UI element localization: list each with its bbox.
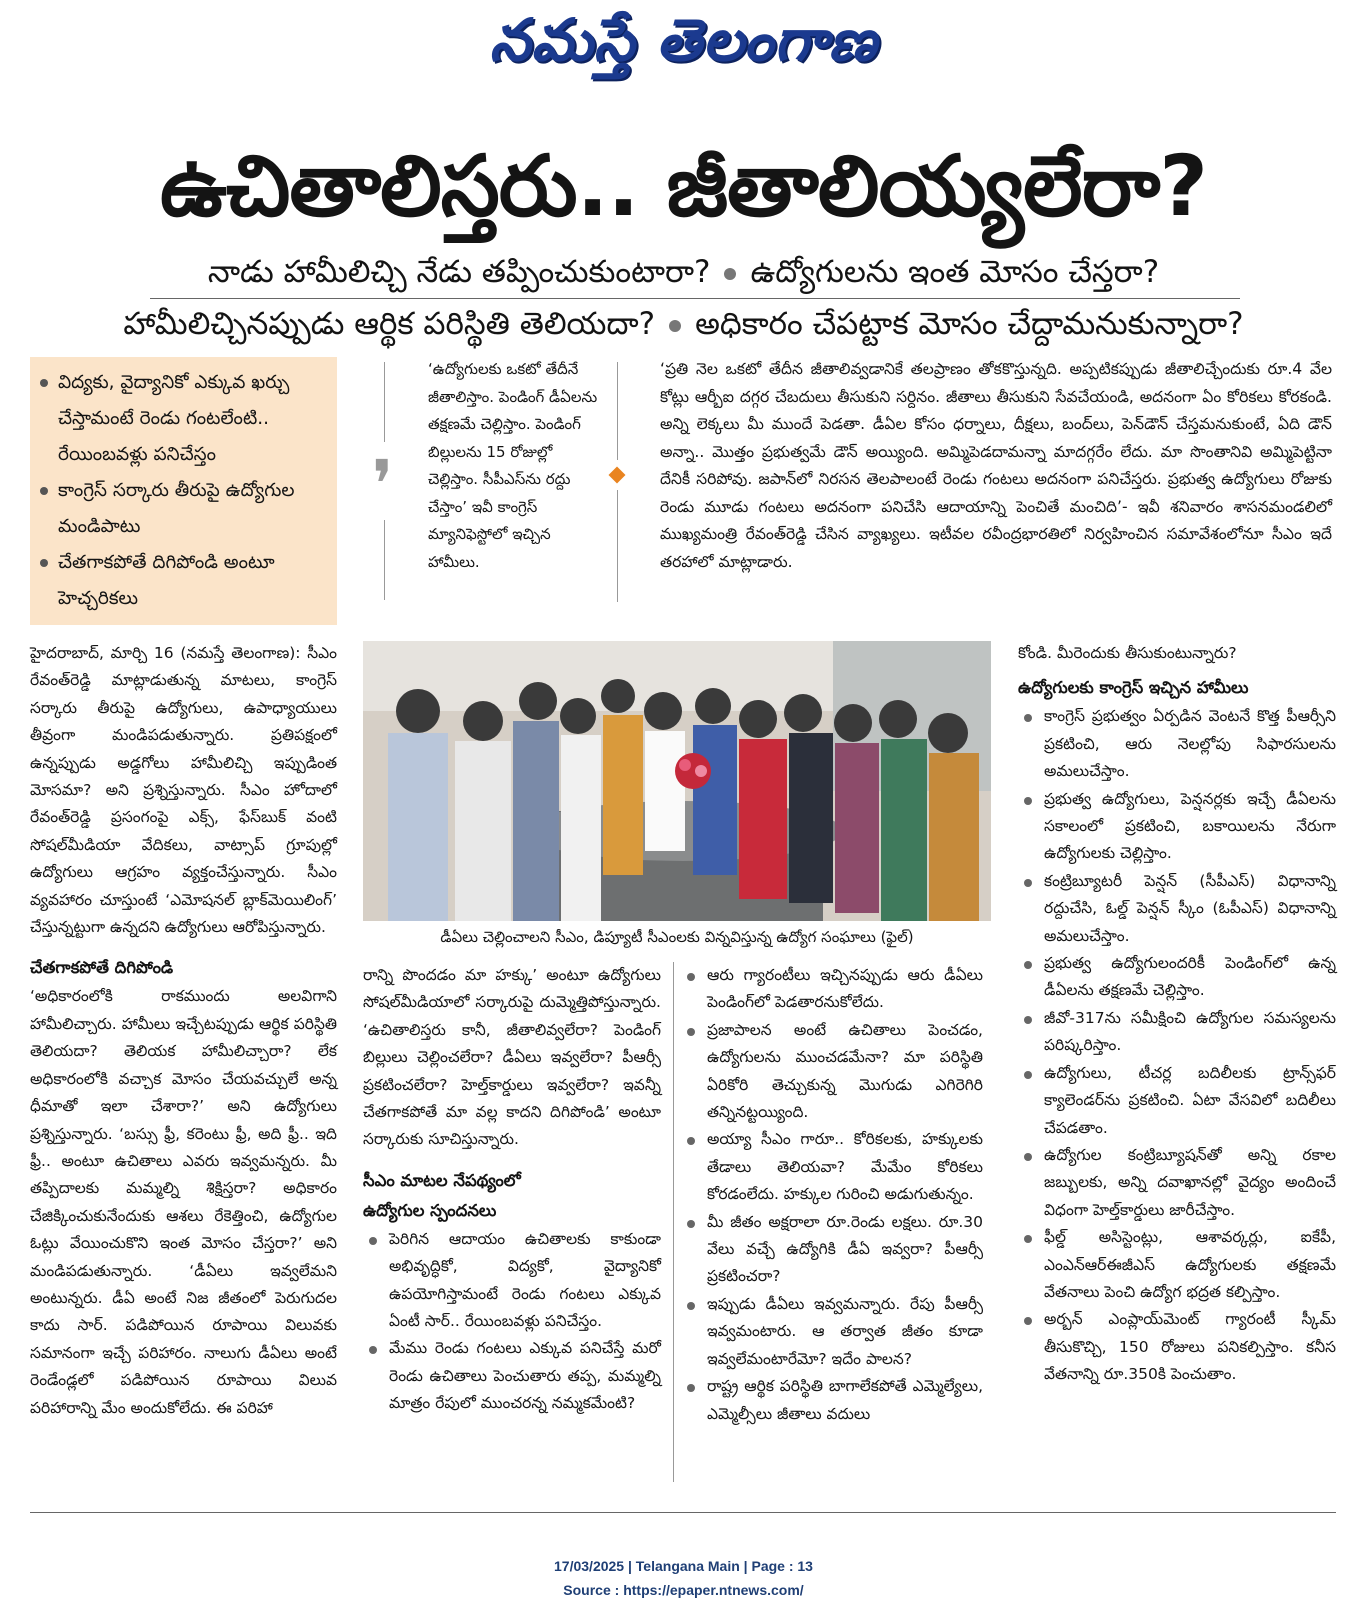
- subheading: చేతగాకపోతే దిగిపోండి: [30, 958, 174, 978]
- list-item-text: మేము రెండు గంటలు ఎక్కువ పనిచేస్తే మరో రెండు ఉచితాలు పెంచుతారు తప్ప, మమ్మల్ని మాత్రం రేపులో ముంచరన్న నమ్మకమేంటి?: [389, 1339, 661, 1413]
- list-item: [1018, 1142, 1336, 1224]
- footer-meta: 17/03/2025 | Telangana Main | Page : 13: [554, 1558, 813, 1574]
- list-item-text: ఇప్పుడు డీఏలు ఇవ్వమన్నారు. రేపు పీఆర్సీ ఇవ్వమంటారు. ఆ తర్వాత జీతం కూడా ఇవ్వలేమంటారేమో? ఇదేం పాలన?: [707, 1294, 983, 1368]
- body-paragraph: ‘అధికారంలోకి రాకముందు అలవిగాని హామీలిచ్చారు. హామీలు ఇచ్చేటప్పుడు ఆర్థిక పరిస్థితి తెలియదా? తెలియక హామీలిచ్చారా? లేక అధికారంలోకి వచ్చాక మోసం చేయవచ్చులే అన్న ధీమాతో ఇలా చేశారా?’ అని ఉద్యోగులు ప్రశ్నిస్తున్నారు. ‘బస్సు ఫ్రీ, కరెంటు ఫ్రీ, అది ఫ్రీ.. ఇది ఫ్రీ.. అంటూ ఉచితాలు ఎవరు ఇవ్వమన్నరు. మీ తప్పిదాలకు మమ్మల్ని శిక్షిస్తరా? అధికారం చేజిక్కించుకునేందుకు ఆశలు రేకెత్తించి, ఉద్యోగుల ఓట్లు వేయించుకొని ఇంత మోసం చేస్తరా?’ అని మండిపడుతున్నారు. ‘డీఏలు ఇవ్వలేమని అంటున్నరు. డీఏ అంటే నిజ జీతంలో పెరుగుదల కాదు సార్‌. పడిపోయిన రూపాయి విలువకు సమానంగా ఇచ్చే పరిహారం. నాలుగు డీఏలు అంటే రెండేండ్లలో పడిపోయిన రూపాయి విలువ పరిహారాన్ని మేం అందుకోలేదు. ఈ పరిహా: [30, 987, 337, 1417]
- list-item: [1018, 703, 1336, 785]
- column-4: [1018, 640, 1336, 1389]
- body-paragraph: రాన్ని పొందడం మా హక్కు’ అంటూ ఉద్యోగులు సోషల్‌మీడియాలో సర్కారుపై దుమ్మెత్తిపోస్తున్నారు. ‘ఉచితాలిస్తరు కానీ, జీతాలివ్వలేరా? పెండింగ్‌ బిల్లులు చెల్లించలేరా? డీఏలు ఇవ్వలేరా? పీఆర్సీ ప్రకటించలేరా? హెల్త్‌కార్డులు ఇవ్వలేరా? ఇవన్నీ చేతగాకపోతే మా వల్ల కాదని దిగిపోండి’ అంటూ సర్కారుకు సూచిస్తున్నారు.: [363, 966, 661, 1149]
- deck-1b: ఉద్యోగులను ఇంత మోసం చేస్తరా?: [750, 254, 1160, 290]
- bullet-icon: [1024, 879, 1032, 887]
- list-item-text: జీవో-317ను సమీక్షించి ఉద్యోగుల సమస్యలను పరిష్కరిస్తాం.: [1044, 1008, 1336, 1055]
- list-item-text: ఉద్యోగులు, టీచర్ల బదిలీలకు ట్రాన్స్‌ఫర్‌ క్యాలెండర్‌ను ప్రకటించి. ఏటా వేసవిలో బదిలీలు చేపడతాం.: [1044, 1063, 1336, 1137]
- column-3: [681, 962, 983, 1428]
- manifesto-quote: ‘ఉద్యోగులకు ఒకటో తేదీనే జీతాలిస్తాం. పెండింగ్‌ డీఏలను తక్షణమే చెల్లిస్తాం. పెండింగ్‌ బిల్లులను 15 రోజుల్లో చెల్లిస్తాం. సీపీఎస్‌ను రద్దు చేస్తాం’ ఇవీ కాంగ్రెస్‌ మ్యానిఫెస్టోలో ఇచ్చిన హామీలు.: [428, 360, 598, 571]
- deck-2a: హామీలిచ్చినప్పుడు ఆర్థిక పరిస్థితి తెలియదా?: [123, 306, 656, 342]
- footer-edition: Telangana Main: [635, 1558, 740, 1574]
- list-item-text: రాష్ట్ర ఆర్థిక పరిస్థితి బాగాలేకపోతే ఎమ్మెల్యేలు, ఎమ్మెల్సీలు జీతాలు వదులు: [707, 1377, 983, 1423]
- list-item-text: ప్రభుత్వ ఉద్యోగులందరికీ పెండింగ్‌లో ఉన్న డీఏలను తక్షణమే చెల్లిస్తాం.: [1044, 954, 1336, 1000]
- list-item: [681, 962, 983, 1017]
- list-item: [1018, 1060, 1336, 1142]
- list-item-text: ఉద్యోగుల కంట్రిబ్యూషన్‌తో అన్ని రకాల జబ్బులకు, అన్ని దవాఖానల్లో వైద్యం అందించే విధంగా హెల్త్‌కార్డులు జారీచేస్తాం.: [1044, 1145, 1336, 1219]
- divider: [384, 362, 385, 442]
- bullet-icon: [1024, 1317, 1032, 1325]
- bullet-dot-icon: [724, 268, 736, 280]
- list-item: [1018, 950, 1336, 1005]
- list-item: [681, 1291, 983, 1373]
- body-paragraph: హైదరాబాద్‌, మార్చి 16 (నమస్తే తెలంగాణ): సీఎం రేవంత్‌రెడ్డి మాట్లాడుతున్న మాటలు, కాంగ్రెస్‌ సర్కారు తీరుపై ఉద్యోగులు, ఉపాధ్యాయులు తీవ్రంగా మండిపడుతున్నారు. ప్రతిపక్షంలో ఉన్నప్పుడు అడ్డగోలు హామీలిచ్చి ఇప్పుడింత మోసమా? అని ప్రశ్నిస్తున్నారు. సీఎం హోదాలో రేవంత్‌రెడ్డి ప్రసంగంపై ఎక్స్‌, ఫేస్‌బుక్‌ వంటి సోషల్‌మీడియా వేదికలు, వాట్సాప్‌ గ్రూపుల్లో ఉద్యోగులు ఆగ్రహం వ్యక్తంచేస్తున్నారు. సీఎం వ్యవహారం చూస్తుంటే ‘ఎమోషనల్‌ బ్లాక్‌మెయిలింగ్‌’ చేస్తున్నట్టుగా ఉన్నదని ఉద్యోగులు ఆరోపిస్తున్నారు.: [30, 644, 337, 937]
- bullet-icon: [1024, 1153, 1032, 1161]
- bullet-icon: [687, 1384, 695, 1392]
- footer-source: [0, 1582, 1367, 1598]
- bullet-icon: [687, 1302, 695, 1310]
- list-item-text: ఆరు గ్యారంటీలు ఇచ్చినప్పుడు ఆరు డీఏలు పెండింగ్‌లో పెడతారనుకోలేదు.: [707, 966, 983, 1012]
- bullet-icon: [1024, 1016, 1032, 1024]
- bullet-icon: [1024, 1235, 1032, 1243]
- list-item: [1018, 1224, 1336, 1306]
- bullet-icon: [687, 1028, 695, 1036]
- subheading: సీఎం మాటల నేపథ్యంలో: [363, 1170, 521, 1190]
- list-item: [1018, 1306, 1336, 1388]
- list-item: [681, 1126, 983, 1208]
- list-item: [1018, 786, 1336, 868]
- subheading: ఉద్యోగులకు కాంగ్రెస్‌ ఇచ్చిన హామీలు: [1018, 678, 1249, 698]
- group-photo-illustration: [363, 641, 991, 921]
- masthead-logo: నమస్తే తెలంగాణ: [489, 6, 878, 74]
- bullet-icon: [40, 487, 48, 495]
- list-item-text: ప్రజాపాలన అంటే ఉచితాలు పెంచడం, ఉద్యోగులను ముంచడమేనా? మా పరిస్థితి ఏరికోరి తెచ్చుకున్న మొగుడు ఎగిరెగిరి తన్నినట్టయ్యింది.: [707, 1020, 983, 1122]
- list-item-text: పెరిగిన ఆదాయం ఉచితాలకు కాకుండా అభివృద్ధికో, విద్యకో, వైద్యానికో ఉపయోగిస్తామంటే రెండు గంటలు ఎక్కువ ఏంటీ సార్‌.. రేయింబవళ్లు పనిచేస్తం.: [389, 1229, 661, 1331]
- highlight-item: [38, 545, 329, 617]
- highlights-box: [30, 357, 337, 625]
- deck-1a: నాడు హామీలిచ్చి నేడు తప్పించుకుంటారా?: [207, 254, 711, 290]
- deck-line-1: [0, 252, 1367, 292]
- list-item-text: కంట్రిబ్యూటరీ పెన్షన్‌ (సీపీఎస్‌) విధానాన్ని రద్దుచేసి, ఓల్డ్‌ పెన్షన్‌ స్కీం (ఓపీఎస్‌) విధానాన్ని అమలుచేస్తాం.: [1044, 871, 1336, 945]
- photo-caption: డీఏలు చెల్లించాలని సీఎం, డిప్యూటీ సీఎంలకు విన్నవిస్తున్న ఉద్యోగ సంఘాలు (ఫైల్‌): [440, 928, 914, 946]
- divider: [617, 490, 618, 602]
- column-1: [30, 640, 337, 1422]
- bullet-icon: [687, 1137, 695, 1145]
- bullet-icon: [369, 1237, 377, 1245]
- list-item-text: అర్బన్‌ ఎంప్లాయ్‌మెంట్‌ గ్యారంటీ స్కీమ్‌ తీసుకొచ్చి, 150 రోజులు పనికల్పిస్తాం. కనీస వేతనాన్ని రూ.350కి పెంచుతాం.: [1044, 1310, 1336, 1384]
- list-item-text: ప్రభుత్వ ఉద్యోగులు, పెన్షనర్లకు ఇచ్చే డీఏలను సకాలంలో ప్రకటించి, బకాయిలను నేరుగా ఉద్యోగులకు చెల్లిస్తాం.: [1044, 789, 1336, 863]
- divider: [30, 1512, 1336, 1513]
- footer-source-text: Source : https://epaper.ntnews.com/: [563, 1582, 804, 1598]
- quote-mark-icon: ❜: [372, 446, 394, 523]
- highlight-item: [38, 473, 329, 545]
- bullet-icon: [1024, 1071, 1032, 1079]
- list-item: [1018, 1005, 1336, 1060]
- list-item: [363, 1226, 661, 1336]
- highlight-text: కాంగ్రెస్‌ సర్కారు తీరుపై ఉద్యోగుల మండిపాటు: [58, 480, 295, 537]
- footer-date: 17/03/2025: [554, 1558, 625, 1574]
- list-item: [681, 1209, 983, 1291]
- list-item-text: ఫీల్డ్‌ అసిస్టెంట్లు, ఆశావర్కర్లు, ఐకేపీ, ఎంఎన్‌ఆర్‌ఈజీఎస్‌ ఉద్యోగులకు తక్షణమే వేతనాలు పెంచి ఉద్యోగ భద్రత కల్పిస్తాం.: [1044, 1228, 1336, 1301]
- headline: ఉచితాలిస్తరు.. జీతాలియ్యలేరా?: [159, 137, 1208, 235]
- bullet-icon: [40, 559, 48, 567]
- bullet-icon: [687, 973, 695, 981]
- diamond-icon: [609, 467, 626, 484]
- divider: [617, 362, 618, 460]
- subheading: ఉద్యోగుల స్పందనలు: [363, 1200, 497, 1220]
- deck-line-2: [0, 304, 1367, 344]
- highlight-item: [38, 365, 329, 473]
- bullet-icon: [1024, 961, 1032, 969]
- divider: [150, 298, 1240, 299]
- cm-quote: ‘ప్రతి నెల ఒకటో తేదీన జీతాలివ్వడానికే తలప్రాణం తోకకొస్తున్నది. అప్పటికప్పుడు జీతాలిచ్చేందుకు రూ.4 వేల కోట్లు ఆర్బీఐ దగ్గర చేబదులు తీసుకుని సర్దినం. జీతాలు తీసుకుని సేవచేయండి, అదనంగా ఏం కోరికలు కోరకండి. అన్ని లెక్కలు మీ ముందే పెడతా. డీఏల కోసం ధర్నాలు, దీక్షలు, బంద్‌లు, పెన్‌డౌన్‌ చేస్తమనుకుంటే, ఏది డౌన్‌ అన్నా.. మొత్తం ప్రభుత్వమే డౌన్‌ అయ్యింది. అమ్మిపెడదామన్నా మాదగ్గరేం లేదు. మా సొంతానివి అమ్మిపెట్టినా దేనికీ సరిపోవు. జపాన్‌లో నిరసన తెలపాలంటే రెండు గంటలు అదనంగా పనిచేస్తరు. ప్రభుత్వ ఉద్యోగులు రోజుకు రెండు మూడు గంటలు అదనంగా పనిచేసి ఆదాయాన్ని పెంచితే మంచిది’- ఇవీ శనివారం శాసనమండలిలో ముఖ్యమంత్రి రేవంత్‌రెడ్డి చేసిన వ్యాఖ్యలు. ఇటీవల రవీంద్రభారతిలో నిర్వహించిన సమావేశంలోనూ సీఎం ఇదే తరహాలో మాట్లాడారు.: [660, 360, 1332, 571]
- list-item: [1018, 868, 1336, 950]
- bullet-dot-icon: [669, 320, 681, 332]
- bullet-icon: [40, 379, 48, 387]
- bullet-icon: [1024, 714, 1032, 722]
- list-item-text: అయ్యా సీఎం గారూ.. కోరికలకు, హక్కులకు తేడాలు తెలియవా? మేమేం కోరికలు కోరడంలేదు. హక్కుల గురించి అడుగుతున్నం.: [707, 1130, 983, 1204]
- divider: [384, 520, 385, 600]
- highlight-text: చేతగాకపోతే దిగిపోండి అంటూ హెచ్చరికలు: [58, 552, 275, 609]
- deck-2b: అధికారం చేపట్టాక మోసం చేద్దామనుకున్నారా?: [695, 306, 1244, 342]
- bullet-icon: [1024, 797, 1032, 805]
- column-2: [363, 962, 661, 1418]
- body-paragraph: కోండి. మీరెందుకు తీసుకుంటున్నారు?: [1018, 644, 1237, 662]
- list-item-text: మీ జీతం అక్షరాలా రూ.రెండు లక్షలు. రూ.30 వేలు వచ్చే ఉద్యోగికి డీఏ ఇవ్వరా? పీఆర్సీ ప్రకటించరా?: [707, 1212, 983, 1286]
- list-item: [681, 1373, 983, 1428]
- bullet-icon: [687, 1220, 695, 1228]
- highlight-text: విద్యకు, వైద్యానికో ఎక్కువ ఖర్చు చేస్తామంటే రెండు గంటలేంటి.. రేయింబవళ్లు పనిచేస్తం: [58, 372, 290, 465]
- news-photo: [363, 641, 991, 921]
- list-item: [681, 1017, 983, 1127]
- list-item: [363, 1335, 661, 1417]
- divider: [673, 962, 674, 1482]
- bullet-icon: [369, 1346, 377, 1354]
- list-item-text: కాంగ్రెస్‌ ప్రభుత్వం ఏర్పడిన వెంటనే కొత్త పీఆర్సీని ప్రకటించి, ఆరు నెలల్లోపు సిఫారసులను అమలుచేస్తాం.: [1044, 707, 1336, 781]
- footer-page: Page : 13: [751, 1558, 813, 1574]
